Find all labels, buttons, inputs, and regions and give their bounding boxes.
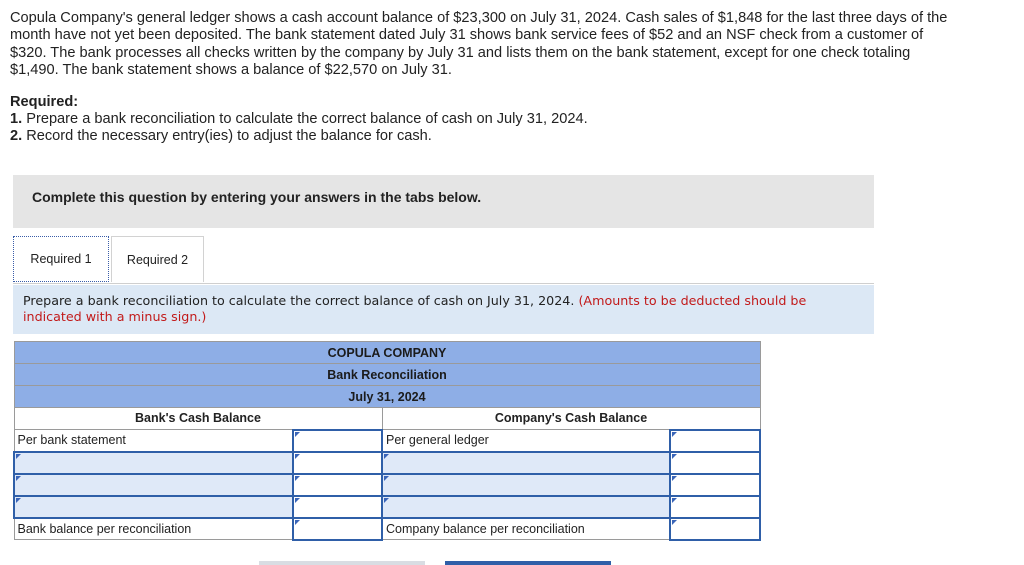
- company-adjustment-1-amount-input[interactable]: [670, 452, 760, 474]
- company-total-amount-field[interactable]: [671, 519, 759, 539]
- bank-total-amount-input[interactable]: [293, 518, 382, 540]
- bank-adjustment-1-amount-field[interactable]: [294, 453, 381, 473]
- bank-adjustment-3-label-field[interactable]: [15, 497, 292, 517]
- bank-adjustment-2-label-input[interactable]: [14, 474, 293, 496]
- report-date: July 31, 2024: [14, 386, 760, 408]
- company-adjustment-3-label-field[interactable]: [383, 497, 669, 517]
- requirement-2: [10, 128, 960, 145]
- bank-first-label: Per bank statement: [14, 430, 293, 452]
- bank-adjustment-1-label-input[interactable]: [14, 452, 293, 474]
- instruction-main: Prepare a bank reconciliation to calculate the correct balance of cash on July 31, 2024.: [23, 293, 575, 308]
- banner-text: Complete this question by entering your answers in the tabs below.: [32, 189, 482, 205]
- company-adjustment-3-amount-field[interactable]: [671, 497, 759, 517]
- bank-total-label: Bank balance per reconciliation: [14, 518, 293, 540]
- required-heading: Required:: [10, 93, 79, 110]
- instructions-banner: [13, 175, 874, 228]
- bank-total-amount-field[interactable]: [294, 519, 381, 539]
- company-total-label: Company balance per reconciliation: [382, 518, 670, 540]
- general-ledger-amount-input[interactable]: [670, 430, 760, 452]
- tab-required-1[interactable]: Required 1: [13, 236, 109, 282]
- company-adjustment-2-label-field[interactable]: [383, 475, 669, 495]
- company-adjustment-2-amount-input[interactable]: [670, 474, 760, 496]
- tab-required-2[interactable]: Required 2: [111, 236, 204, 282]
- company-adjustment-1-label-input[interactable]: [382, 452, 670, 474]
- bank-adjustment-3-amount-input[interactable]: [293, 496, 382, 518]
- bank-adjustment-1-label-field[interactable]: [15, 453, 292, 473]
- report-title: Bank Reconciliation: [14, 364, 760, 386]
- company-adjustment-1-label-field[interactable]: [383, 453, 669, 473]
- problem-text: Copula Company's general ledger shows a cash account balance of $23,300 on July 31, 2024. Cash sales of $1,848 for the last three days of the month have not yet been deposited. The bank statement dated July 31 shows bank service fees of $52 and an NSF check from a customer of $320. The bank processes all checks written by the company by July 31 and lists them on the bank statement, except for one check totaling $1,490. The bank statement shows a balance of $22,570 on July 31.: [10, 10, 948, 79]
- requirement-1-number: 1.: [10, 111, 23, 128]
- company-adjustment-2-label-input[interactable]: [382, 474, 670, 496]
- requirement-1: [10, 111, 960, 128]
- instruction-note: (Amounts to be deducted should be indicated with a minus sign.): [23, 293, 807, 324]
- bank-adjustment-2-amount-field[interactable]: [294, 475, 381, 495]
- requirement-2-number: 2.: [10, 128, 23, 145]
- company-adjustment-2-amount-field[interactable]: [671, 475, 759, 495]
- company-first-label: Per general ledger: [382, 430, 670, 452]
- company-adjustment-3-label-input[interactable]: [382, 496, 670, 518]
- next-tab-button[interactable]: [445, 561, 611, 565]
- bank-statement-amount-input[interactable]: [293, 430, 382, 452]
- bank-balance-header: Bank's Cash Balance: [14, 408, 382, 430]
- bank-adjustment-2-amount-input[interactable]: [293, 474, 382, 496]
- bank-adjustment-3-label-input[interactable]: [14, 496, 293, 518]
- requirement-1-text: Prepare a bank reconciliation to calculate the correct balance of cash on July 31, 2024.: [26, 111, 588, 128]
- tab-instruction: [13, 285, 874, 334]
- company-name: COPULA COMPANY: [14, 342, 760, 364]
- bank-adjustment-2-label-field[interactable]: [15, 475, 292, 495]
- general-ledger-amount-field[interactable]: [671, 431, 759, 451]
- tabs-divider: [13, 283, 874, 284]
- prev-tab-button[interactable]: [259, 561, 425, 565]
- bank-adjustment-3-amount-field[interactable]: [294, 497, 381, 517]
- bank-reconciliation-table: [13, 341, 761, 541]
- bank-statement-amount-field[interactable]: [294, 431, 381, 451]
- company-total-amount-input[interactable]: [670, 518, 760, 540]
- problem-statement: [10, 10, 960, 146]
- company-adjustment-1-amount-field[interactable]: [671, 453, 759, 473]
- requirement-2-text: Record the necessary entry(ies) to adjust the balance for cash.: [26, 128, 432, 145]
- bank-adjustment-1-amount-input[interactable]: [293, 452, 382, 474]
- company-adjustment-3-amount-input[interactable]: [670, 496, 760, 518]
- company-balance-header: Company's Cash Balance: [382, 408, 760, 430]
